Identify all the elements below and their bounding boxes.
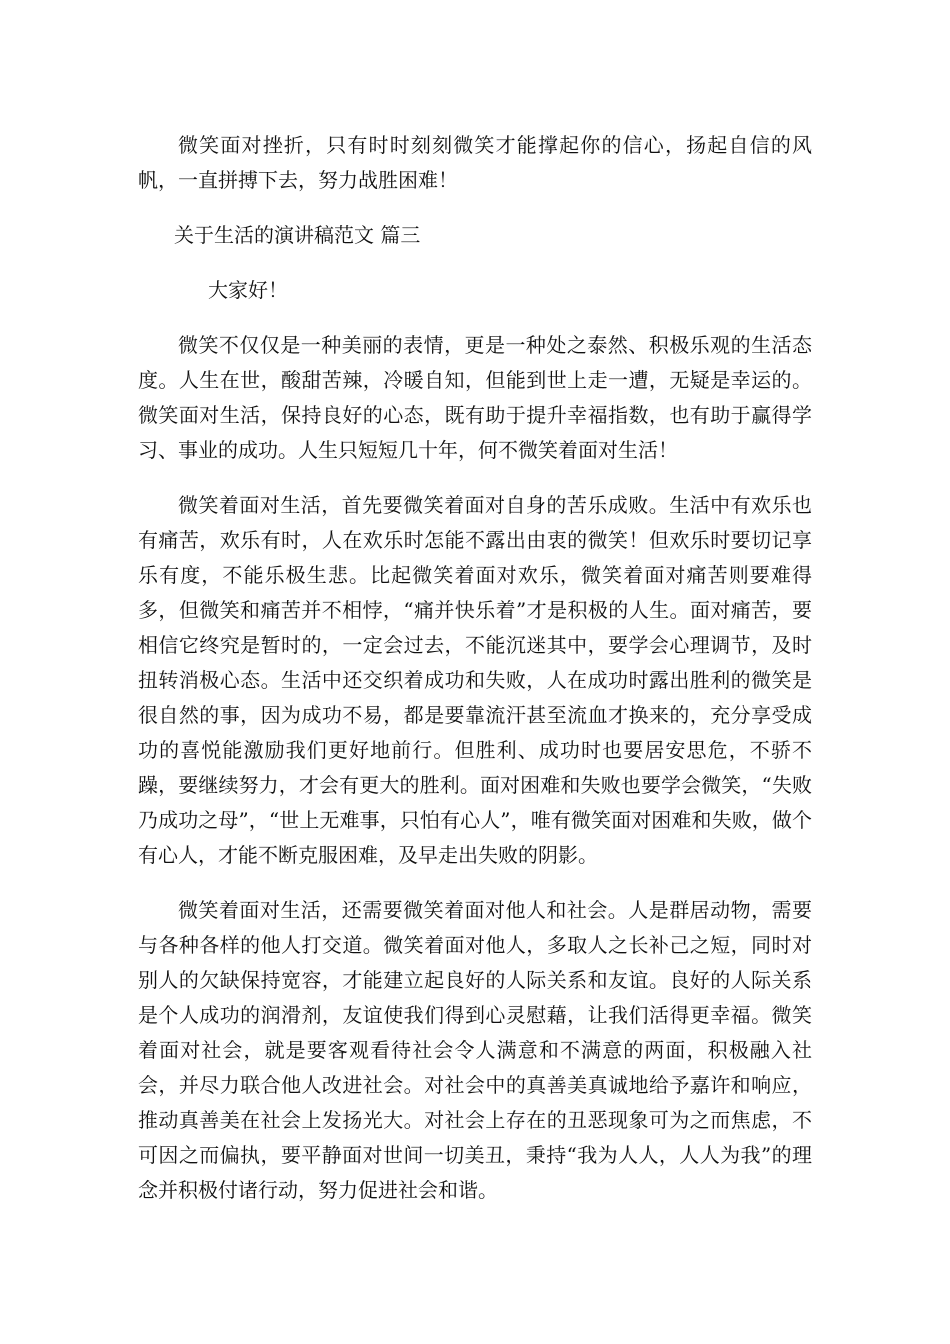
document-page — [138, 128, 812, 1228]
paragraph-society: 微笑着面对生活，还需要微笑着面对他人和社会。人是群居动物，需要与各种各样的他人打交道。微笑着面对他人，多取人之长补己之短，同时对别人的欠缺保持宽容，才能建立起良好的人际关系和友谊。良好的人际关系是个人成功的润滑剂，友谊使我们得到心灵慰藉，让我们活得更幸福。微笑着面对社会，就是要客观看待社会令人满意和不满意的两面，积极融入社会，并尽力联合他人改进社会。对社会中的真善美真诚地给予嘉许和响应，推动真善美在社会上发扬光大。对社会上存在的丑恶现象可为之而焦虑，不可因之而偏执，要平静面对世间一切美丑，秉持“我为人人，人人为我”的理念并积极付诸行动，努力促进社会和谐。 — [138, 898, 812, 1202]
paragraph-opening: 微笑面对挫折，只有时时刻刻微笑才能撑起你的信心，扬起自信的风帆，一直拼搏下去，努力战胜困难！ — [138, 133, 812, 192]
paragraph-intro: 微笑不仅仅是一种美丽的表情，更是一种处之泰然、积极乐观的生活态度。人生在世，酸甜苦辣，冷暖自知，但能到世上走一遭，无疑是幸运的。微笑面对生活，保持良好的心态，既有助于提升幸福指数，也有助于赢得学习、事业的成功。人生只短短几十年，何不微笑着面对生活！ — [138, 333, 812, 462]
paragraph-self: 微笑着面对生活，首先要微笑着面对自身的苦乐成败。生活中有欢乐也有痛苦，欢乐有时，人在欢乐时怎能不露出由衷的微笑！但欢乐时要切记享乐有度，不能乐极生悲。比起微笑着面对欢乐，微笑着面对痛苦则要难得多，但微笑和痛苦并不相悖，“痛并快乐着”才是积极的人生。面对痛苦，要相信它终究是暂时的，一定会过去，不能沉迷其中，要学会心理调节，及时扭转消极心态。生活中还交织着成功和失败，人在成功时露出胜利的微笑是很自然的事，因为成功不易，都是要靠流汗甚至流血才换来的，充分享受成功的喜悦能激励我们更好地前行。但胜利、成功时也要居安思危，不骄不躁，要继续努力，才会有更大的胜利。面对困难和失败也要学会微笑，“失败乃成功之母”，“世上无难事，只怕有心人”，唯有微笑面对困难和失败，做个有心人，才能不断克服困难，及早走出失败的阴影。 — [138, 493, 812, 867]
greeting: 大家好！ — [208, 278, 288, 302]
section-heading: 关于生活的演讲稿范文 篇三 — [174, 223, 421, 247]
